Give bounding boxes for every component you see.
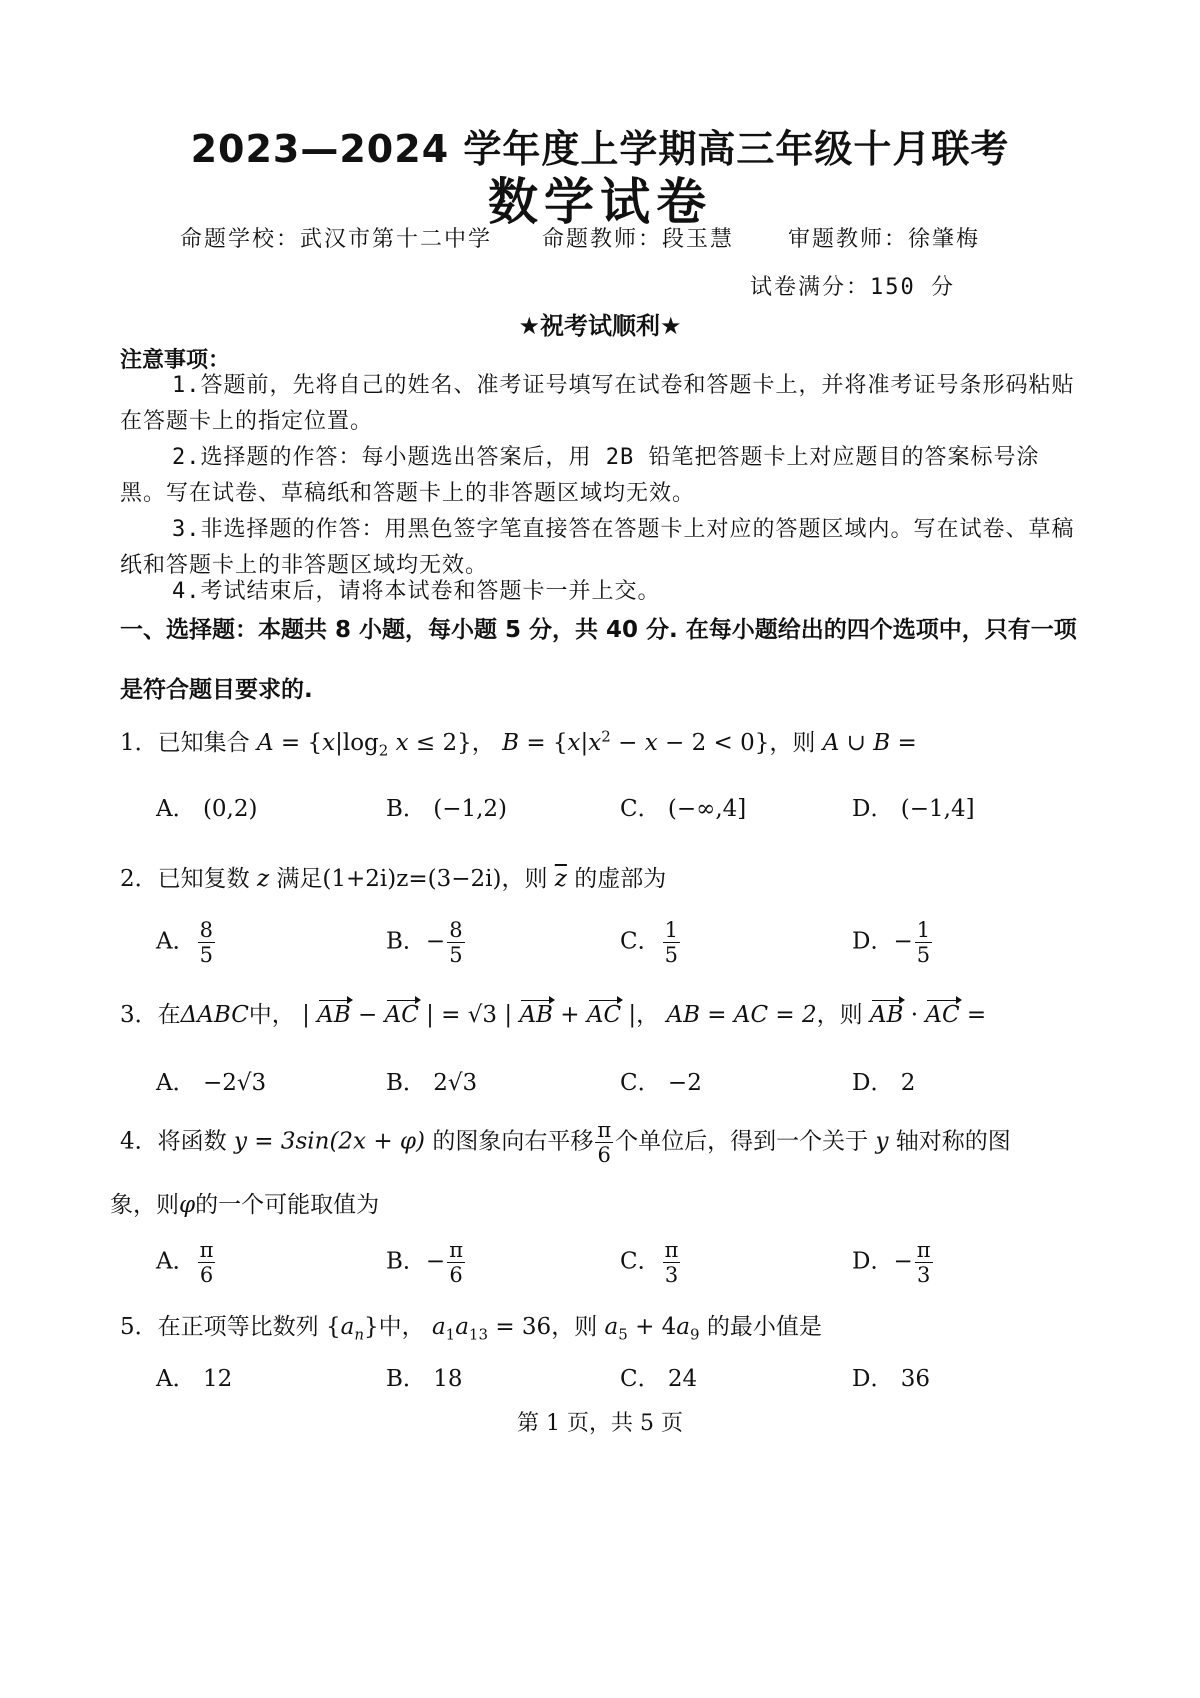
good-luck-banner: ★祝考试顺利★ — [518, 312, 682, 340]
q2-option-a: A． $\frac{8}{5}$ — [156, 918, 213, 967]
notice-title: 注意事项： — [120, 348, 231, 373]
question-5: 5．在正项等比数列 $\{a_n\}$中， $a_1a_{13} = 36$，则 $a_5 + 4a_9$ 的最小值是 — [120, 1314, 822, 1344]
q2-option-b: B．− $\frac{8}{5}$ — [386, 918, 463, 967]
q4-option-d: D．− $\frac{\pi}{3}$ — [852, 1238, 931, 1287]
q1-option-c: C． (−∞,4] — [620, 796, 747, 822]
page-footer: 第 1 页，共 5 页 — [517, 1411, 683, 1436]
notice-item: 1.答题前，先将自己的姓名、准考证号填写在试卷和答题卡上，并将准考证号条形码粘贴在答题卡上的指定位置。 — [120, 373, 1075, 434]
q1-option-a: A． (0,2) — [156, 796, 258, 822]
notice-item: 4.考试结束后，请将本试卷和答题卡一并上交。 — [172, 579, 661, 604]
exam-title: 2023—2024 学年度上学期高三年级十月联考 — [190, 127, 1010, 171]
question-2: 2．已知复数 z 满足(1+2i)z=(3−2i)，则 $\overline{z}$ 的虚部为 — [120, 866, 667, 892]
q4-option-c: C． $\frac{\pi}{3}$ — [620, 1238, 679, 1287]
q1-option-d: D． (−1,4] — [852, 796, 975, 822]
q1-option-b: B． (−1,2) — [386, 796, 508, 822]
exam-subtitle: 数学试卷 — [488, 173, 712, 231]
full-score: 试卷满分：150 分 — [750, 275, 955, 300]
q5-option-a: A． 12 — [156, 1366, 233, 1392]
section-heading: 一、选择题：本题共 8 小题，每小题 5 分，共 40 分. 在每小题给出的四个选项中，只有一项是符合题目要求的. — [120, 617, 1077, 703]
question-1: 1．已知集合 $A = \{x|\log_2$ x ≤ 2}， $B = \{x|x^2 - x - 2 < 0\}$，则 A ∪ B = — [120, 727, 917, 760]
q2-option-c: C． $\frac{1}{5}$ — [620, 918, 678, 967]
setting-school: 命题学校：武汉市第十二中学 — [180, 227, 493, 252]
q4-option-a: A． $\frac{\pi}{6}$ — [156, 1238, 214, 1287]
setting-teacher: 命题教师：段玉慧 — [542, 227, 735, 252]
notice-item: 2.选择题的作答：每小题选出答案后，用 2B 铅笔把答题卡上对应题目的答案标号涂黑。写在试卷、草稿纸和答题卡上的非答题区域均无效。 — [120, 445, 1040, 506]
q3-option-c: C． −2 — [620, 1070, 702, 1096]
review-teacher: 审题教师：徐肇梅 — [788, 227, 981, 252]
notice-item: 3.非选择题的作答：用黑色签字笔直接答在答题卡上对应的答题区域内。写在试卷、草稿纸和答题卡上的非答题区域均无效。 — [120, 517, 1075, 578]
question-3: 3．在ΔABC中， | AB − AC | = √3 | AB + AC |， AB = AC = 2，则 AB · AC = — [120, 1002, 987, 1028]
q5-option-b: B． 18 — [386, 1366, 463, 1392]
question-4-line2: 象，则φ的一个可能取值为 — [110, 1192, 380, 1218]
q3-option-b: B． 2√3 — [386, 1070, 478, 1096]
q3-option-d: D． 2 — [852, 1070, 916, 1096]
q3-option-a: A． −2√3 — [156, 1070, 267, 1096]
q4-option-b: B．− $\frac{\pi}{6}$ — [386, 1238, 463, 1287]
q5-option-c: C． 24 — [620, 1366, 698, 1392]
q2-option-d: D．− $\frac{1}{5}$ — [852, 918, 931, 967]
question-4: 4．将函数 y = 3sin(2x + φ) 的图象向右平移 $\frac{\pi}{6}$ 个单位后，得到一个关于 y 轴对称的图 — [120, 1118, 1011, 1167]
q5-option-d: D． 36 — [852, 1366, 931, 1392]
